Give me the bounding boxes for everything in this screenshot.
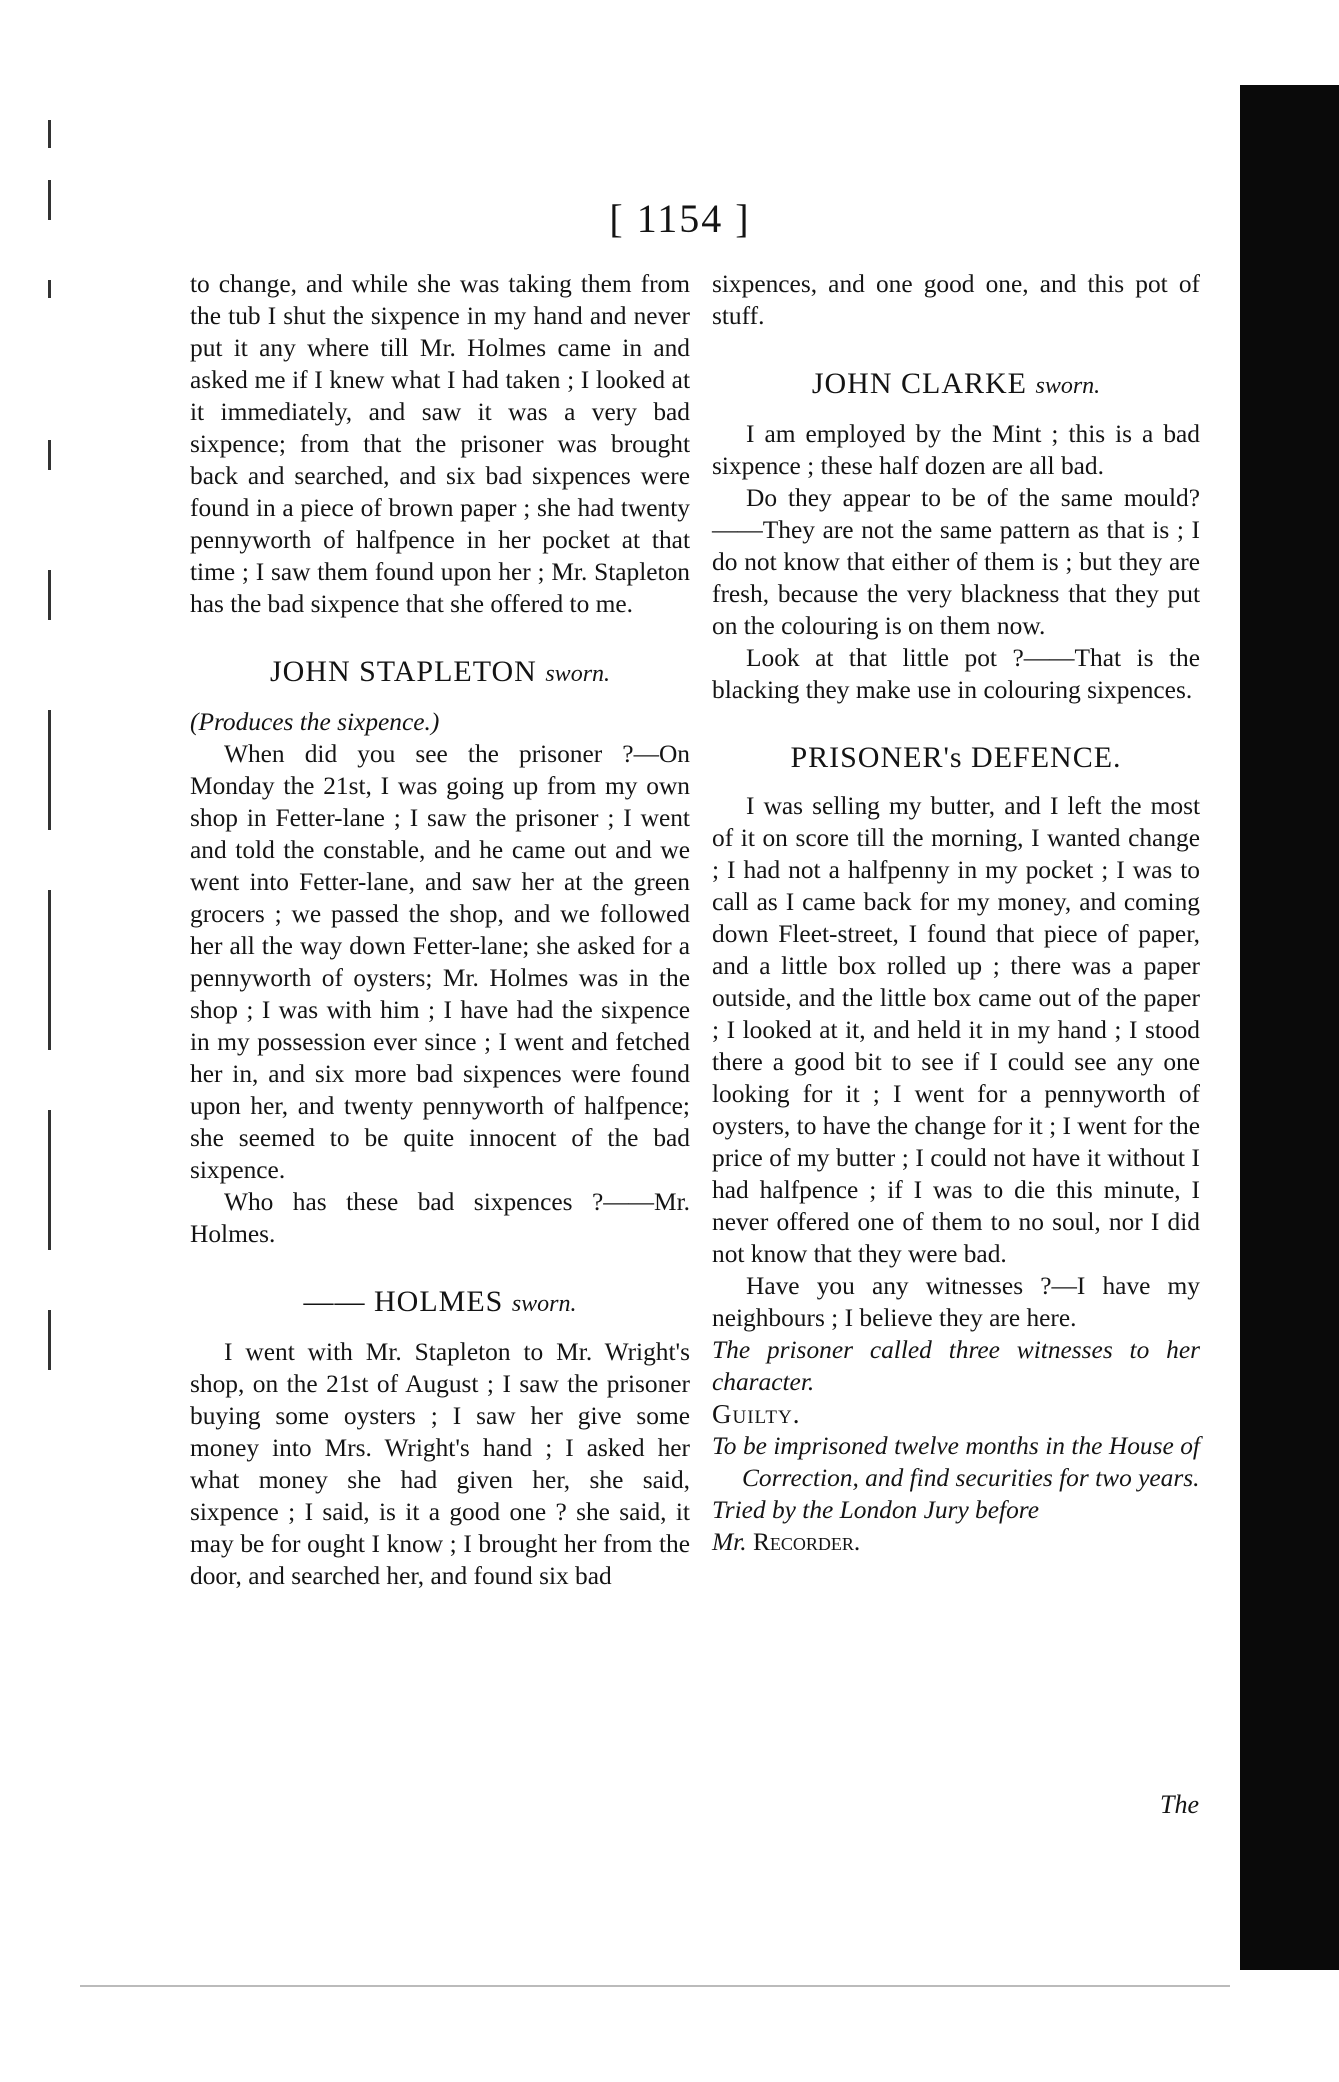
witness-note: The prisoner called three witnesses to her character.	[712, 1336, 1200, 1396]
binding-margin-marks	[40, 110, 70, 1410]
paragraph: I went with Mr. Stapleton to Mr. Wright's shop, on the 21st of August ; I saw the prisoner buying some oysters ; I saw her give some money into Mrs. Wright's hand ; I asked her what money she had given her, she said, sixpence ; I said, is it a good one ? she said, it may be for ought I know ; I brought her from the door, and searched her, and found six bad	[190, 1338, 690, 1590]
witness-heading	[190, 1284, 690, 1322]
verdict: Guilty.	[712, 1399, 801, 1429]
tried-by-recorder: Recorder.	[752, 1528, 861, 1556]
paragraph: Look at that little pot ?——That is the blacking they make use in colouring sixpences.	[712, 644, 1200, 704]
witness-heading	[190, 654, 690, 692]
witness-name: JOHN CLARKE	[811, 367, 1027, 400]
stage-direction: (Produces the sixpence.)	[190, 708, 440, 736]
tried-by-note	[712, 1494, 1200, 1558]
paragraph: I was selling my butter, and I left the most of it on score till the morning, I wanted change ; I had not a halfpenny in my pocket ; I was to call as I came back for my money, and coming down Fleet-street, I found that piece of paper, and a little box rolled up ; there was a paper outside, and the little box came out of the paper ; I looked at it, and held it in my hand ; I stood there a good bit to see if I could see any one looking for it ; I went for a pennyworth of oysters, to have the change for it ; I went for the price of my butter ; I could not have it without I had halfpence ; if I was to die this minute, I never offered one of them to no soul, nor I did not know that they were bad.	[712, 792, 1200, 1268]
sworn-label: sworn.	[1035, 373, 1101, 399]
paragraph: Do they appear to be of the same mould? ——They are not the same pattern as that is ; I do not know that either of them is ; but they are fresh, because the very blackness that they put on the colouring is on them now.	[712, 484, 1200, 640]
witness-heading	[712, 366, 1200, 404]
sworn-label: sworn.	[545, 661, 611, 687]
scan-edge-shadow	[1240, 85, 1339, 1970]
paragraph: Who has these bad sixpences ?——Mr. Holmes.	[190, 1188, 690, 1248]
witness-name: —— HOLMES	[303, 1285, 504, 1318]
catchword: The	[1160, 1790, 1199, 1819]
sentence-text: To be imprisoned twelve months in the House of Correction, and find securities for two years.	[712, 1432, 1200, 1492]
paragraph: Have you any witnesses ?—I have my neighbours ; I believe they are here.	[712, 1272, 1200, 1332]
tried-by-line: Tried by the London Jury before	[712, 1496, 1039, 1524]
paragraph: When did you see the prisoner ?—On Monday the 21st, I was going up from my own shop in Fetter-lane ; I saw the prisoner ; I went and told the constable, and he came out and we went into Fetter-lane, and saw her at the green grocers ; we passed the shop, and we followed her all the way down Fetter-lane; she asked for a pennyworth of oysters; Mr. Holmes was in the shop ; I was with him ; I have had the sixpence in my possession ever since ; I went and fetched her in, and six more bad sixpences were found upon her, and twenty pennyworth of halfpence; she seemed to be quite innocent of the bad sixpence.	[190, 740, 690, 1184]
paragraph: I am employed by the Mint ; this is a bad sixpence ; these half dozen are all bad.	[712, 420, 1200, 480]
paragraph: sixpences, and one good one, and this pot of stuff.	[712, 270, 1200, 330]
sworn-label: sworn.	[511, 1291, 577, 1317]
page-number: [ 1154 ]	[609, 196, 751, 241]
defence-heading: PRISONER's DEFENCE.	[790, 741, 1122, 774]
witness-name: JOHN STAPLETON	[269, 655, 537, 688]
tried-by-mr: Mr.	[712, 1528, 747, 1556]
paragraph: to change, and while she was taking them from the tub I shut the sixpence in my hand and never put it any where till Mr. Holmes came in and asked me if I knew what I had taken ; I looked at it immediately, and saw it was a very bad sixpence; from that the prisoner was brought back and searched, and six bad sixpences were found in a piece of brown paper ; she had twenty pennyworth of halfpence in her pocket at that time ; I saw them found upon her ; Mr. Stapleton has the bad sixpence that she offered to me.	[190, 270, 690, 618]
bottom-rule	[80, 1985, 1230, 1987]
left-column	[190, 268, 690, 1592]
right-column	[712, 268, 1200, 1558]
